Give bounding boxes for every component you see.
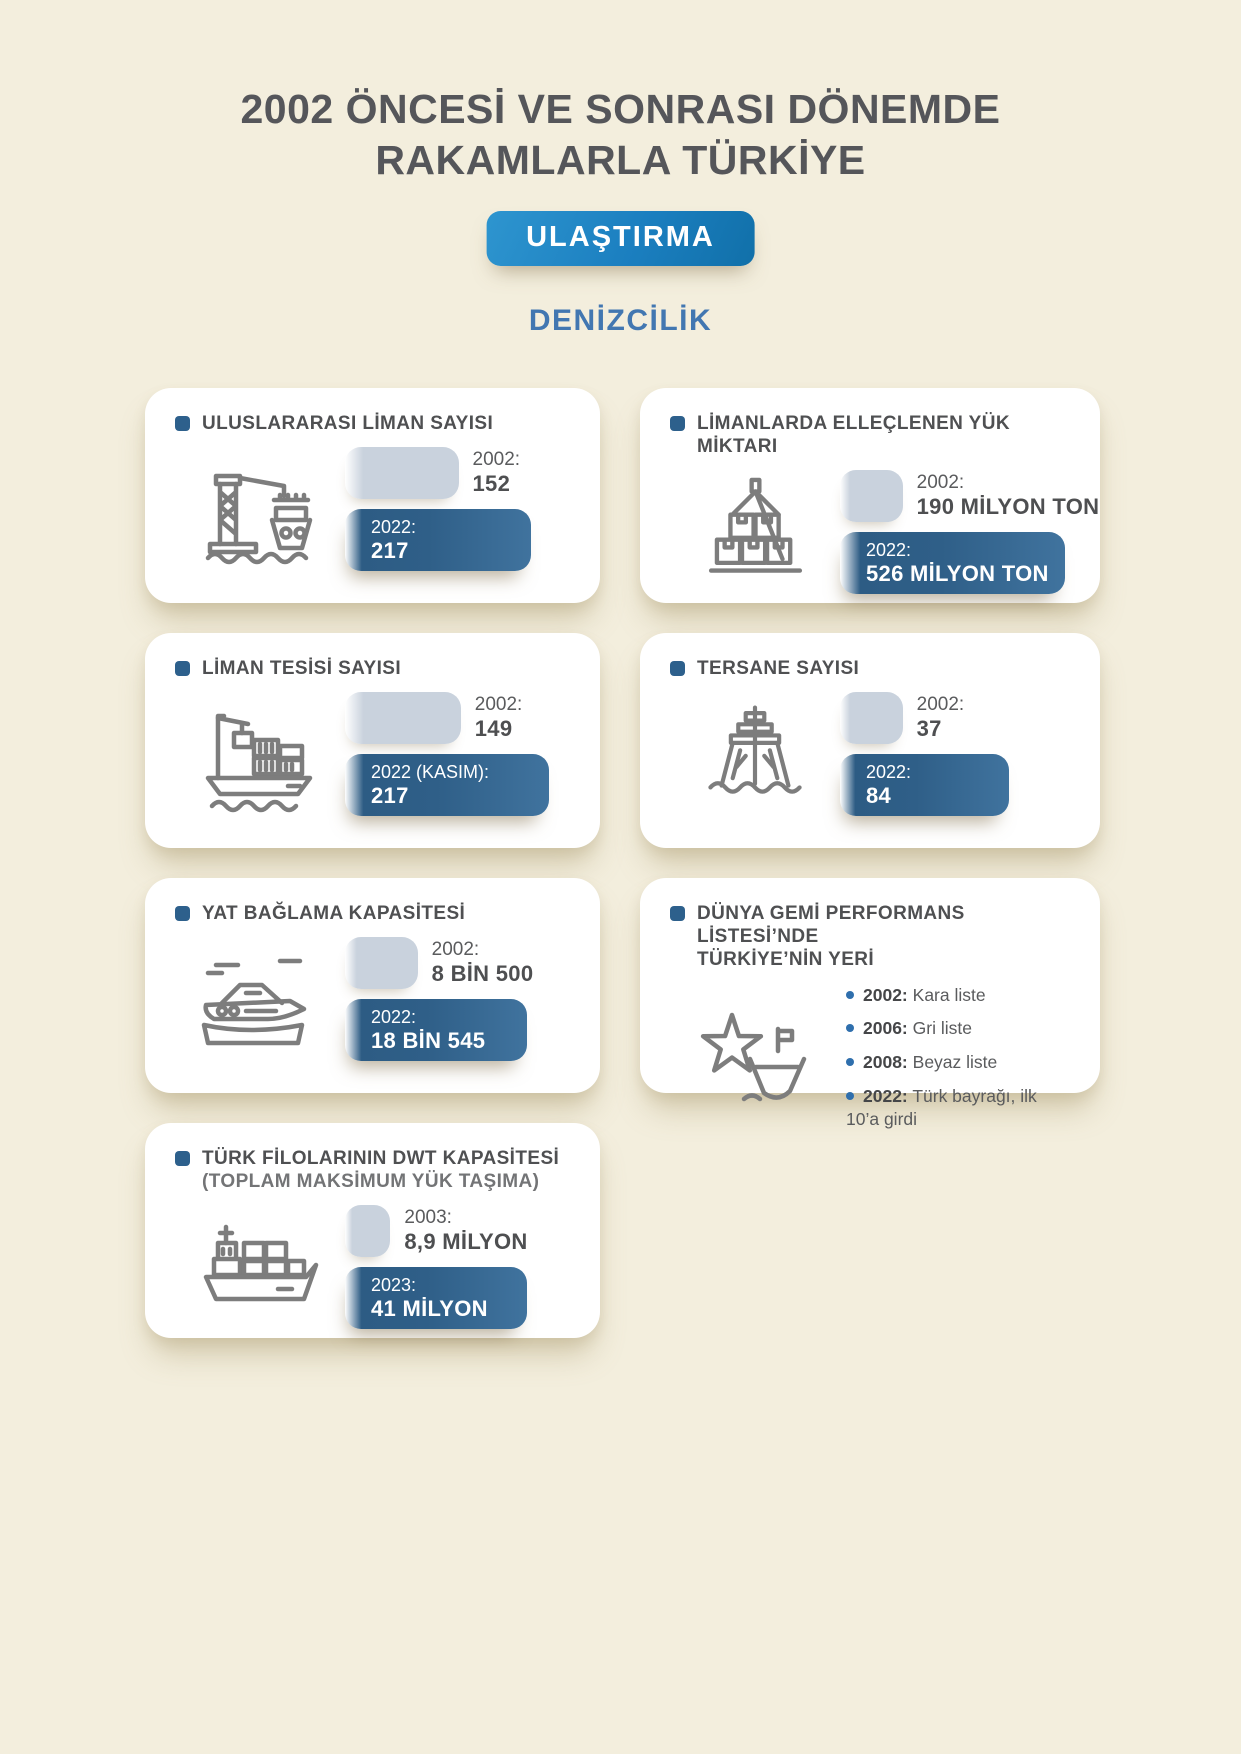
- card-yat-baglama-kapasitesi: [145, 878, 600, 1093]
- bar-2023: [345, 1267, 527, 1329]
- bar-2002-value: 8 BİN 500: [431, 961, 534, 987]
- bar-chart: [345, 692, 572, 816]
- bar-2022-value: 84: [866, 782, 892, 808]
- bullet-square-icon: [175, 1151, 190, 1166]
- bar-chart: [345, 937, 572, 1061]
- bar-2002-label: 2002:: [474, 694, 523, 716]
- list-item: 2022: Türk bayrağı, ilk 10’a girdi: [846, 1085, 1037, 1129]
- bar-2022: [345, 509, 531, 571]
- cards-grid: [145, 388, 1100, 1338]
- bar-2022-label: 2022:: [866, 761, 912, 782]
- bar-2002: [840, 692, 903, 744]
- bullet-square-icon: [175, 906, 190, 921]
- bar-2022-value: 526 MİLYON TON: [866, 560, 1049, 586]
- section-title: DENİZCİLİK: [528, 304, 713, 337]
- bar-2022-value: 217: [371, 782, 409, 808]
- bullet-square-icon: [175, 661, 190, 676]
- category-button[interactable]: ULAŞTIRMA: [486, 211, 755, 266]
- bar-2002-value: 37: [916, 716, 942, 742]
- card-dunya-gemi-performans: [640, 878, 1100, 1129]
- card-limanlarda-ellecelenen-yuk: [640, 388, 1100, 603]
- bar-2003-label: 2003:: [404, 1207, 452, 1229]
- bar-2002: [840, 470, 903, 522]
- card-title-line2: (TOPLAM MAKSİMUM YÜK TAŞIMA): [202, 1171, 540, 1193]
- bar-2022-value: 18 BİN 545: [371, 1027, 486, 1053]
- yacht-icon: [175, 943, 345, 1055]
- bar-2002: [345, 447, 459, 499]
- bar-2002-value: 149: [474, 716, 513, 742]
- list-item: 2008: Beyaz liste: [846, 1051, 1066, 1074]
- bar-2002-value: 152: [472, 471, 511, 497]
- card-title-line1: TÜRK FİLOLARININ DWT KAPASİTESİ: [202, 1148, 560, 1169]
- bar-2002-value: 190 MİLYON TON: [916, 494, 1100, 520]
- bar-2022-label: 2022:: [371, 516, 417, 537]
- page-title-line2: RAKAMLARLA TÜRKİYE: [375, 136, 866, 183]
- bar-2022: [345, 754, 549, 816]
- bar-2022-label: 2022 (KASIM):: [371, 761, 490, 782]
- ship-bow-icon: [670, 696, 840, 812]
- card-title: LİMAN TESİSİ SAYISI: [202, 658, 402, 679]
- card-title: ULUSLARARASI LİMAN SAYISI: [202, 413, 494, 434]
- card-turk-filolari-dwt: [145, 1123, 600, 1338]
- card-title-line2: TÜRKİYE’NİN YERİ: [697, 949, 875, 971]
- bar-2022-value: 217: [371, 537, 409, 563]
- page-title: [0, 84, 1241, 186]
- list-item: 2002: Kara liste: [846, 984, 1066, 1007]
- port-facility-ship-icon: [175, 694, 345, 814]
- bar-2002-label: 2002:: [916, 472, 965, 494]
- card-title: YAT BAĞLAMA KAPASİTESİ: [202, 903, 466, 924]
- bar-chart: [840, 470, 1100, 594]
- bar-2003: [345, 1205, 390, 1257]
- bar-2002: [345, 692, 461, 744]
- performance-list: [840, 984, 1072, 1131]
- bar-2023-label: 2023:: [371, 1274, 417, 1295]
- cargo-crates-hook-icon: [670, 473, 840, 591]
- card-title-line1: DÜNYA GEMİ PERFORMANS LİSTESİ’NDE: [697, 903, 965, 948]
- bullet-square-icon: [670, 416, 685, 431]
- bullet-dot-icon: [846, 1058, 854, 1066]
- bar-2002-label: 2002:: [431, 939, 480, 961]
- bullet-dot-icon: [846, 1024, 854, 1032]
- bullet-square-icon: [175, 416, 190, 431]
- bar-2023-value: 41 MİLYON: [371, 1295, 488, 1321]
- card-uluslararasi-liman-sayisi: [145, 388, 600, 603]
- bar-2022: [840, 754, 1009, 816]
- bar-chart: [345, 447, 572, 571]
- container-ship-icon: [175, 1215, 345, 1319]
- bar-2022-label: 2022:: [371, 1006, 417, 1027]
- bullet-dot-icon: [846, 1092, 854, 1100]
- bullet-square-icon: [670, 661, 685, 676]
- bar-chart: [840, 692, 1072, 816]
- card-title: LİMANLARDA ELLEÇLENEN YÜK MİKTARI: [697, 413, 1010, 458]
- page-title-line1: 2002 ÖNCESİ VE SONRASI DÖNEMDE: [240, 86, 1001, 132]
- list-item: 2006: Gri liste: [846, 1017, 1066, 1040]
- card-liman-tesisi-sayisi: [145, 633, 600, 848]
- card-title: TERSANE SAYISI: [697, 658, 860, 679]
- bar-2022: [345, 999, 527, 1061]
- bar-2022: [840, 532, 1065, 594]
- bar-2003-value: 8,9 MİLYON: [404, 1229, 528, 1255]
- harbor-crane-ship-icon: [175, 448, 345, 570]
- bullet-dot-icon: [846, 991, 854, 999]
- bar-2002: [345, 937, 418, 989]
- star-ship-icon: [670, 1003, 840, 1111]
- card-tersane-sayisi: [640, 633, 1100, 848]
- bar-2002-label: 2002:: [916, 694, 965, 716]
- bar-chart: [345, 1205, 572, 1329]
- bar-2002-label: 2002:: [472, 449, 521, 471]
- bullet-square-icon: [670, 906, 685, 921]
- bar-2022-label: 2022:: [866, 539, 912, 560]
